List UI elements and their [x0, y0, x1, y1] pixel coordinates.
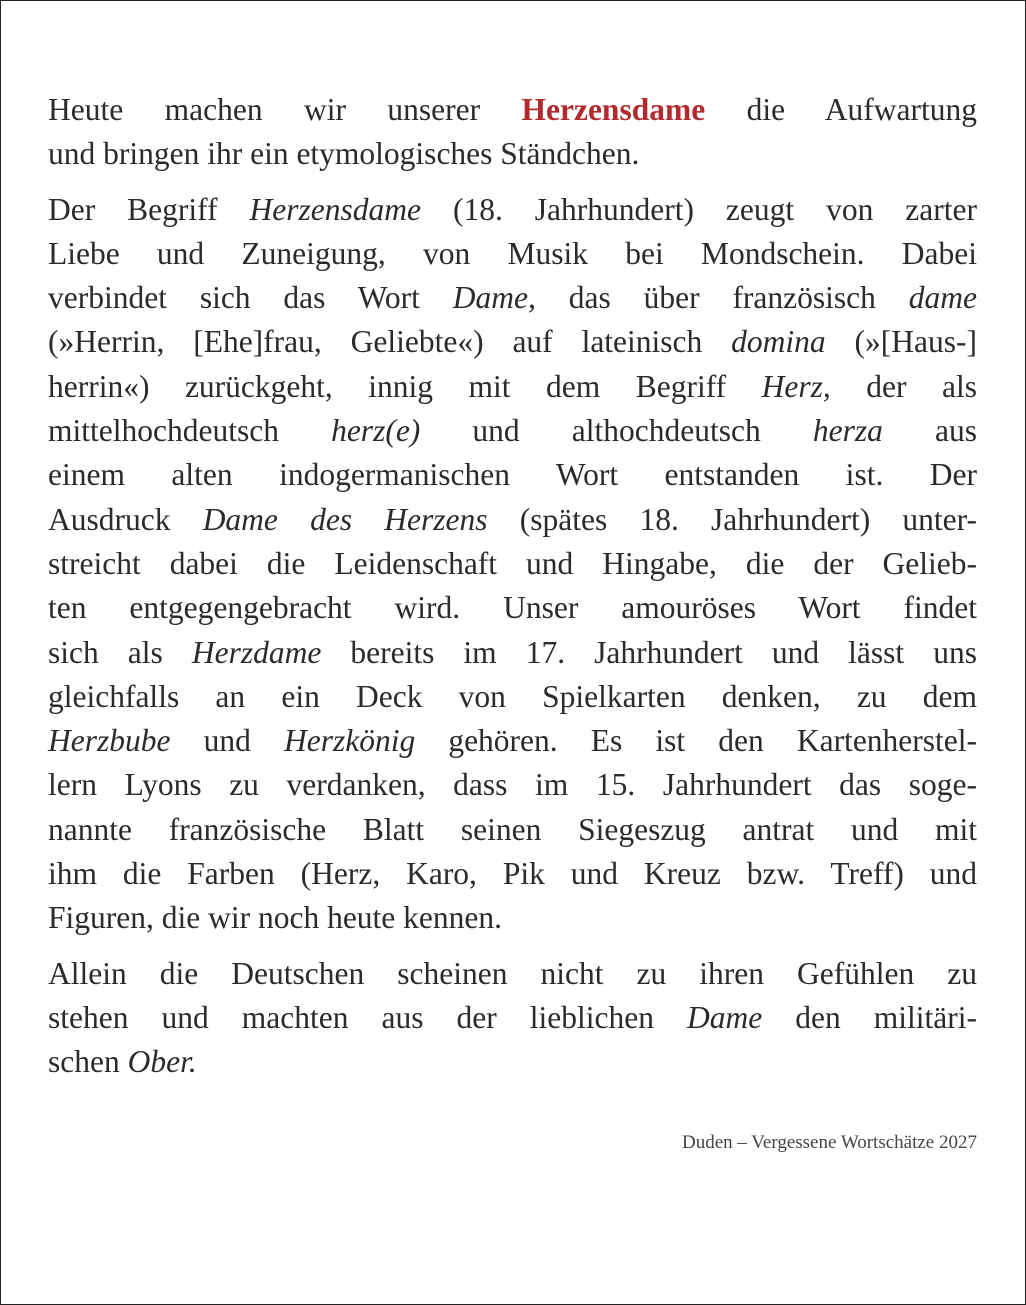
text-line: [48, 808, 977, 852]
text-segment: lern Lyons zu verdanken, dass im 15. Jahrhundert das soge-: [48, 767, 977, 803]
text-line: [48, 1040, 977, 1084]
italic-term: Dame des Herzens: [202, 501, 488, 537]
italic-term: Herzbube: [48, 723, 171, 759]
text-line: [48, 365, 977, 409]
text-line: [48, 320, 977, 364]
text-line: [48, 852, 977, 896]
italic-term: Herzkönig: [283, 723, 416, 759]
text-segment: nannte französische Blatt seinen Siegeszug antrat und mit: [48, 811, 977, 847]
text-segment: streicht dabei die Leidenschaft und Hingabe, die der Gelieb-: [48, 545, 977, 581]
italic-term: Herzensdame: [249, 191, 421, 227]
text-line: [48, 996, 977, 1040]
text-segment: und althochdeutsch: [420, 413, 813, 449]
italic-term: Dame,: [452, 280, 536, 316]
text-line: [48, 763, 977, 807]
italic-term: Herzdame: [191, 634, 322, 670]
text-segment: und: [170, 723, 284, 759]
text-segment: mittelhochdeutsch: [48, 413, 332, 449]
text-line: [48, 132, 977, 176]
text-line: [48, 88, 977, 132]
text-segment: sich als: [48, 634, 192, 670]
text-line: [48, 952, 977, 996]
text-segment: (18. Jahrhundert) zeugt von zarter: [421, 191, 977, 227]
text-segment: (spätes 18. Jahrhundert) unter-: [487, 501, 977, 537]
paragraph: [48, 952, 977, 1085]
text-segment: Heute machen wir unserer: [48, 92, 522, 127]
italic-term: dame: [908, 280, 977, 316]
italic-term: domina: [731, 324, 826, 360]
text-line: [48, 453, 977, 497]
highlighted-term: Herzensdame: [521, 92, 706, 127]
text-segment: und bringen ihr ein etymologisches Ständchen.: [48, 136, 640, 172]
text-segment: schen: [48, 1044, 128, 1080]
text-segment: Allein die Deutschen scheinen nicht zu ihren Gefühlen zu: [48, 955, 977, 991]
article-body: [48, 88, 977, 1096]
text-segment: gehören. Es ist den Kartenherstel-: [415, 723, 977, 759]
text-segment: gleichfalls an ein Deck von Spielkarten denken, zu dem: [48, 678, 977, 714]
italic-term: Dame: [687, 999, 763, 1035]
text-segment: (»Herrin, [Ehe]frau, Geliebte«) auf lateinisch: [48, 324, 732, 360]
text-segment: Liebe und Zuneigung, von Musik bei Mondschein. Dabei: [48, 235, 977, 271]
italic-term: Ober.: [127, 1044, 197, 1080]
text-line: [48, 542, 977, 586]
text-line: [48, 631, 977, 675]
text-segment: Figuren, die wir noch heute kennen.: [48, 900, 502, 936]
text-segment: das über französisch: [535, 280, 909, 316]
text-segment: verbindet sich das Wort: [48, 280, 453, 316]
text-line: [48, 409, 977, 453]
text-line: [48, 896, 977, 940]
text-segment: (»[Haus-]: [825, 324, 978, 360]
text-line: [48, 498, 977, 542]
text-segment: ihm die Farben (Herz, Karo, Pik und Kreuz bzw. Treff) und: [48, 856, 977, 892]
text-line: [48, 586, 977, 630]
text-line: [48, 188, 977, 232]
text-segment: herrin«) zurückgeht, innig mit dem Begriff: [48, 368, 762, 404]
text-line: [48, 675, 977, 719]
footer-source: Duden – Vergessene Wortschätze 2027: [681, 1132, 977, 1153]
text-segment: stehen und machten aus der lieblichen: [48, 999, 687, 1035]
text-segment: Der Begriff: [48, 191, 250, 227]
text-segment: die Aufwartung: [705, 92, 977, 127]
text-segment: der als: [830, 368, 977, 404]
text-segment: ten entgegengebracht wird. Unser amouröses Wort findet: [48, 590, 977, 626]
text-line: [48, 719, 977, 763]
text-segment: bereits im 17. Jahrhundert und lässt uns: [321, 634, 977, 670]
paragraph: [48, 88, 977, 177]
text-line: [48, 276, 977, 320]
italic-term: herza: [812, 413, 883, 449]
text-segment: aus: [882, 413, 977, 449]
italic-term: Herz,: [761, 368, 831, 404]
text-segment: den militäri-: [762, 999, 977, 1035]
text-line: [48, 232, 977, 276]
text-segment: Ausdruck: [48, 501, 203, 537]
paragraph: [48, 188, 977, 941]
text-segment: einem alten indogermanischen Wort entstanden ist. Der: [48, 457, 977, 493]
italic-term: herz(e): [331, 413, 421, 449]
